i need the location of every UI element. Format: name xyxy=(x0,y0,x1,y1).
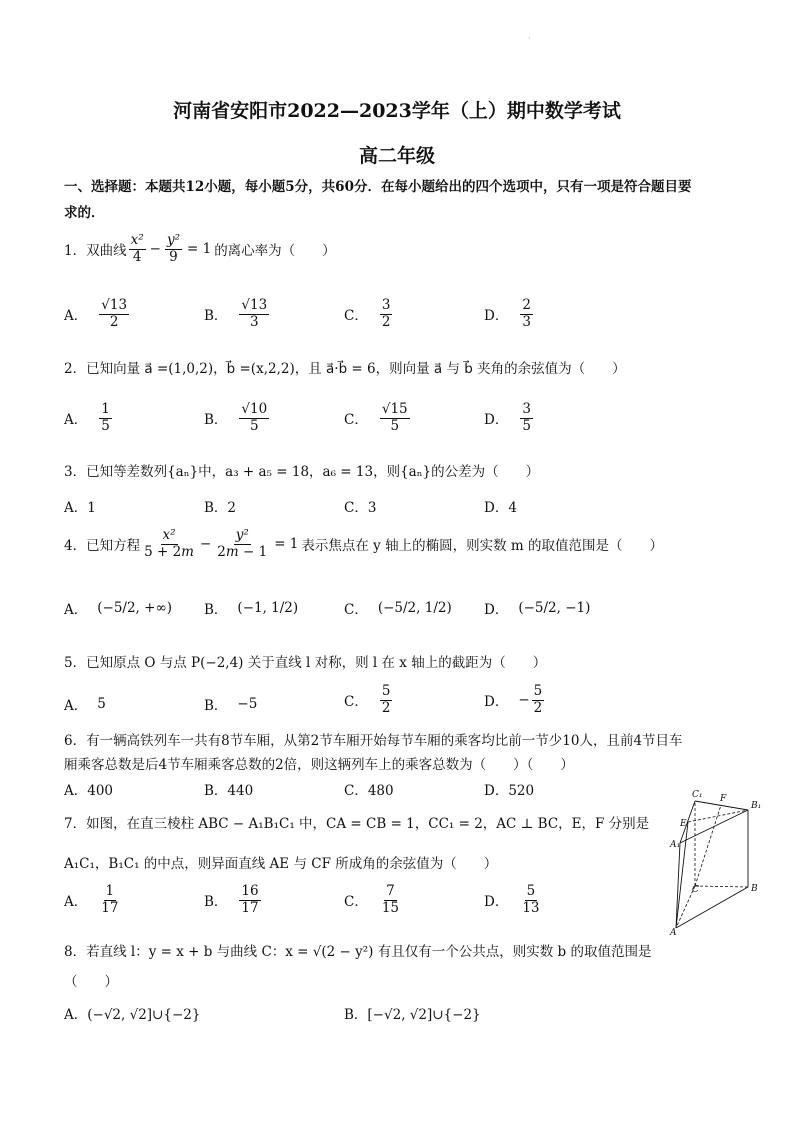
question-8-line1: 8．若直线 l：y = x + b 与曲线 C：x = √(2 − y²) 有且仅有一个公共点，则实数 b 的取值范围是 xyxy=(64,944,652,960)
q1-option-d[interactable]: D． $\frac{2}{3}$ xyxy=(484,297,531,330)
q1-option-c[interactable]: C． $\frac{3}{2}$ xyxy=(344,297,391,330)
edge-cb xyxy=(695,886,748,887)
exam-title: 河南省安阳市2022—2023学年（上）期中数学考试 xyxy=(173,100,621,122)
q4-option-d[interactable]: D． (−5/2, −1) xyxy=(484,600,591,618)
q1-option-b[interactable]: B． $\frac{√13}{3}$ xyxy=(204,297,268,330)
q5-option-b[interactable]: B． −5 xyxy=(204,696,258,714)
edge-aa1 xyxy=(676,843,680,928)
q3-option-b[interactable]: B．2 xyxy=(204,500,237,516)
q4-y-term: $\frac{\text{y²}}{2m - 1}$ xyxy=(217,527,268,560)
q8-option-a[interactable]: A．(−√2, √2]∪{−2} xyxy=(64,1007,201,1023)
q6-option-b[interactable]: B．440 xyxy=(204,783,254,799)
q3-option-c[interactable]: C．3 xyxy=(344,500,377,516)
label-c1: C₁ xyxy=(692,790,703,800)
label-b: B xyxy=(751,884,758,894)
q5-option-d[interactable]: D． − $\frac{5}{2}$ xyxy=(484,683,543,716)
q1-prefix: 1．双曲线 xyxy=(64,243,127,260)
segment-eb1 xyxy=(688,810,748,822)
q7-option-b[interactable]: B． $\frac{16}{17}$ xyxy=(204,883,259,916)
question-6-line2: 厢乘客总数是后4节车厢乘客总数的2倍，则这辆列车上的乘客总数为（ ）（ ） xyxy=(64,757,574,773)
q1-option-a[interactable]: A． $\frac{√13}{2}$ xyxy=(64,297,128,330)
label-f: F xyxy=(720,794,727,804)
q7-option-d[interactable]: D． $\frac{5}{13}$ xyxy=(484,883,540,916)
question-7-line1: 7．如图，在直三棱柱 ABC − A₁B₁C₁ 中，CA = CB = 1，CC₁ = 2，AC ⊥ BC，E，F 分别是 xyxy=(64,816,650,832)
q2-option-c[interactable]: C． $\frac{√15}{5}$ xyxy=(344,401,408,434)
segment-cf xyxy=(695,805,721,886)
question-7-line2: A₁C₁，B₁C₁ 的中点，则异面直线 AE 与 CF 所成角的余弦值为（ ） xyxy=(64,856,498,872)
question-1: 1．双曲线 $\frac{\text{x²}}{4}$ − $\frac{\text{y²}}{9}$ = 1 的离心率为（ ） xyxy=(64,232,336,265)
q1-suffix: 的离心率为（ ） xyxy=(214,243,336,260)
section-heading-line1: 一、选择题：本题共12小题，每小题5分，共60分．在每小题给出的四个选项中，只有一项是符合题目要 xyxy=(64,179,692,195)
q8-option-b[interactable]: B．[−√2, √2]∪{−2} xyxy=(344,1007,481,1023)
q5-option-a[interactable]: A． 5 xyxy=(64,696,106,714)
q4-option-c[interactable]: C． (−5/2, 1/2) xyxy=(344,600,452,618)
label-c: C xyxy=(692,885,699,895)
q2-option-a[interactable]: A． $\frac{1}{5}$ xyxy=(64,401,110,434)
question-4: 4．已知方程 $\frac{\text{x²}}{5 + 2m}$ − $\frac{\text{y²}}{2m - 1}$ = 1 表示焦点在 y 轴上的椭圆，则实数 m 的取值范围是（ ） xyxy=(64,527,663,560)
q7-option-a[interactable]: A． $\frac{1}{17}$ xyxy=(64,883,119,916)
label-a1: A₁ xyxy=(670,840,681,850)
q7-option-c[interactable]: C． $\frac{7}{15}$ xyxy=(344,883,400,916)
q4-option-a[interactable]: A． (−5/2, +∞) xyxy=(64,600,172,618)
question-8-line2: （ ） xyxy=(64,974,118,990)
q5-option-c[interactable]: C． $\frac{5}{2}$ xyxy=(344,683,391,716)
edge-ab xyxy=(676,887,748,928)
q6-option-c[interactable]: C．480 xyxy=(344,783,394,799)
q1-x-term: $\frac{\text{x²}}{4}$ xyxy=(130,232,144,265)
prism-figure xyxy=(668,788,768,938)
top-mark: · xyxy=(528,34,531,43)
q2-option-b[interactable]: B． $\frac{√10}{5}$ xyxy=(204,401,268,434)
q6-option-a[interactable]: A．400 xyxy=(64,783,114,799)
label-b1: B₁ xyxy=(751,801,762,811)
question-2: 2．已知向量 a⃗ =(1,0,2)，b⃗ =(x,2,2)，且 a⃗·b⃗ = 6，则向量 a⃗ 与 b⃗ 夹角的余弦值为（ ） xyxy=(64,361,626,377)
question-6-line1: 6．有一辆高铁列车一共有8节车厢，从第2节车厢开始每节车厢的乘客均比前一节少10人，且前4节目车 xyxy=(64,733,683,749)
q4-prefix: 4．已知方程 xyxy=(64,538,141,555)
exam-subtitle: 高二年级 xyxy=(358,145,435,167)
q4-x-term: $\frac{\text{x²}}{5 + 2m}$ xyxy=(144,527,194,560)
label-a: A xyxy=(670,928,677,938)
q1-y-term: $\frac{\text{y²}}{9}$ xyxy=(166,232,180,265)
q4-option-b[interactable]: B． (−1, 1/2) xyxy=(204,600,299,618)
q2-option-d[interactable]: D． $\frac{3}{5}$ xyxy=(484,401,531,434)
section-heading-line2: 求的． xyxy=(64,205,105,221)
label-e: E xyxy=(680,819,687,829)
question-5: 5．已知原点 O 与点 P(−2,4) 关于直线 l 对称，则 l 在 x 轴上的截距为（ ） xyxy=(64,655,547,671)
question-3: 3．已知等差数列{aₙ}中，a₃ + a₅ = 18，a₆ = 13，则{aₙ}的公差为（ ） xyxy=(64,464,540,480)
q6-option-d[interactable]: D．520 xyxy=(484,783,535,799)
q3-option-a[interactable]: A．1 xyxy=(64,500,96,516)
q4-suffix: 表示焦点在 y 轴上的椭圆，则实数 m 的取值范围是（ ） xyxy=(301,538,663,555)
q3-option-d[interactable]: D．4 xyxy=(484,500,517,516)
